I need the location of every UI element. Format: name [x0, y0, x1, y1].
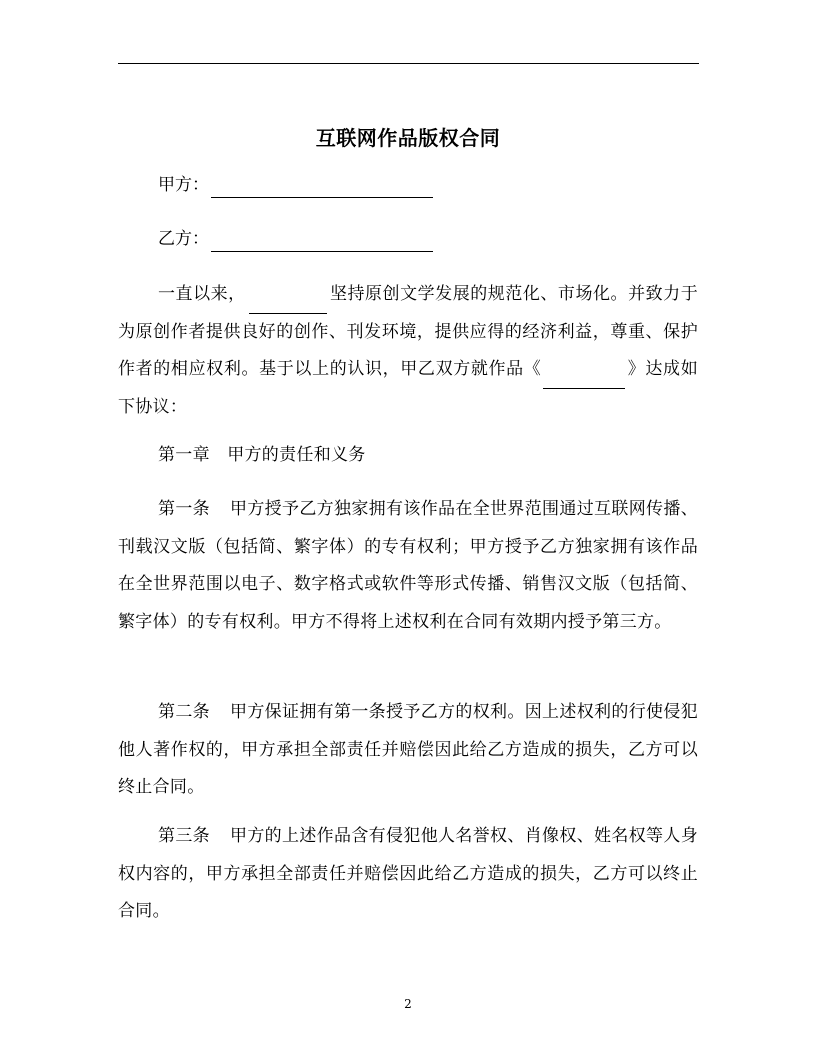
- article-3-text: 甲方的上述作品含有侵犯他人名誉权、肖像权、姓名权等人身权内容的，甲方承担全部责任并赔偿因此给乙方造成的损失，乙方可以终止合同。: [118, 826, 698, 921]
- article-1-text: 甲方授予乙方独家拥有该作品在全世界范围通过互联网传播、刊载汉文版（包括简、繁字体）的专有权利；甲方授予乙方独家拥有该作品在全世界范围以电子、数字格式或软件等形式传播、销售汉文版（包括简、繁字体）的专有权利。甲方不得将上述权利在合同有效期内授予第三方。: [118, 499, 698, 632]
- article-2-text: 甲方保证拥有第一条授予乙方的权利。因上述权利的行使侵犯他人著作权的，甲方承担全部责任并赔偿因此给乙方造成的损失，乙方可以终止合同。: [118, 702, 698, 797]
- intro-part3: 》达成如下协议：: [118, 359, 698, 417]
- party-a-blank: [211, 179, 433, 198]
- article-2: [118, 694, 698, 807]
- header-rule: [118, 63, 699, 64]
- chapter-heading: 第一章 甲方的责任和义务: [158, 445, 366, 465]
- intro-part1: 一直以来，: [158, 284, 246, 304]
- party-b-label: 乙方：: [158, 229, 209, 249]
- article-3-label: 第三条: [158, 826, 211, 846]
- document-title: 互联网作品版权合同: [315, 126, 501, 150]
- article-1-label: 第一条: [158, 499, 211, 519]
- party-b-blank: [211, 233, 433, 252]
- party-b-field: [158, 226, 433, 252]
- article-3: [118, 818, 698, 931]
- article-2-label: 第二条: [158, 702, 211, 722]
- party-a-field: [158, 172, 433, 198]
- intro-paragraph: [118, 276, 698, 426]
- party-a-label: 甲方：: [158, 175, 209, 195]
- page-number: 2: [404, 997, 412, 1011]
- company-blank: [249, 295, 327, 314]
- article-1: [118, 491, 698, 641]
- work-title-blank: [543, 370, 625, 389]
- intro-part2: 坚持原创文学发展的规范化、市场化。并致力于为原创作者提供良好的创作、刊发环境，提供应得的经济利益，尊重、保护作者的相应权利。基于以上的认识，甲乙双方就作品《: [118, 284, 698, 379]
